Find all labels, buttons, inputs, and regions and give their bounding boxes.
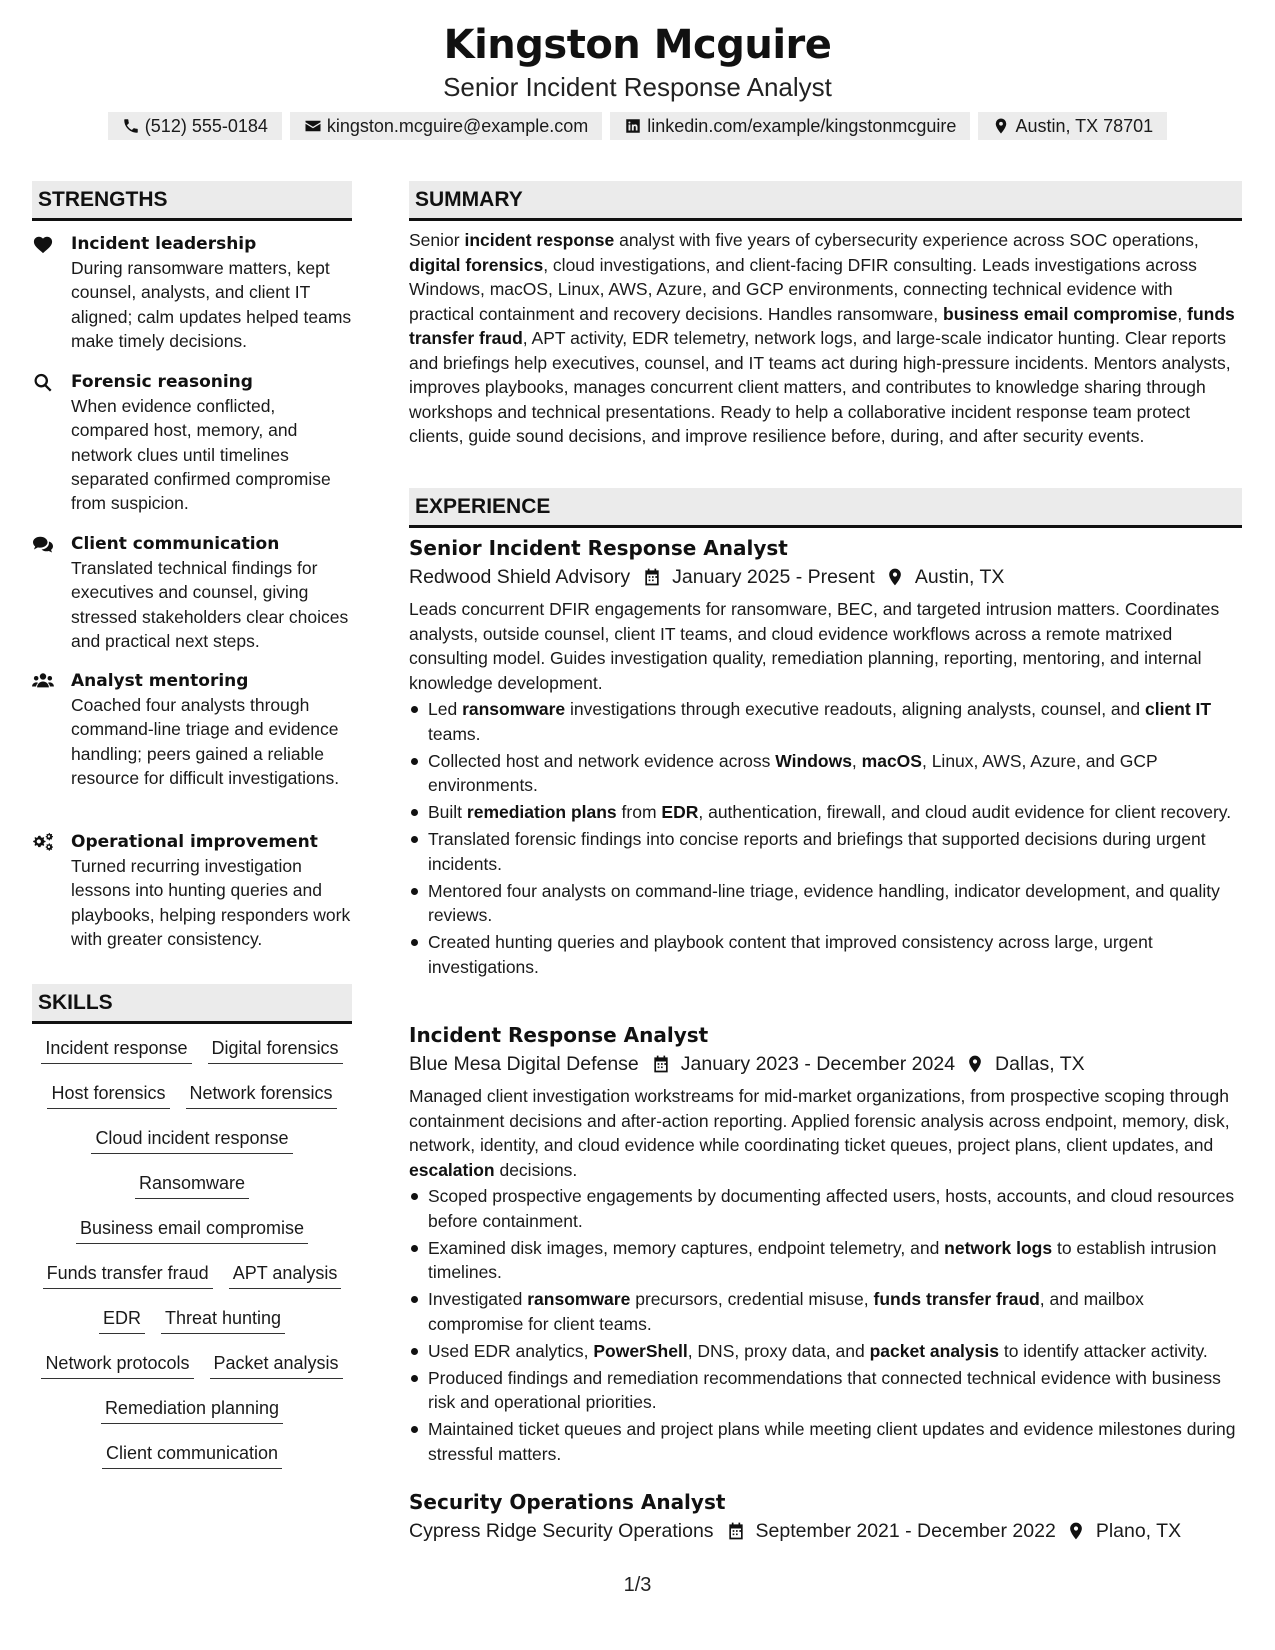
strength-description: Translated technical findings for executives and counsel, giving stressed stakeholders clear choices and practical next steps. bbox=[71, 558, 349, 651]
strength-item bbox=[32, 232, 352, 353]
contact-location bbox=[978, 112, 1167, 140]
bullet-item: Collected host and network evidence across Windows, macOS, Linux, AWS, Azure, and GCP environments. bbox=[409, 749, 1242, 798]
bullet-item: Mentored four analysts on command-line triage, evidence handling, indicator development, and quality reviews. bbox=[409, 879, 1242, 928]
job-dates: January 2025 - Present bbox=[672, 566, 875, 588]
summary-text: Senior incident response analyst with five years of cybersecurity experience across SOC operations, digital forensics, cloud investigations, and client-facing DFIR consulting. Leads investigations across Windows, macOS, Linux, AWS, Azure, and GCP environments, connecting technical evidence with practical containment and recovery decisions. Handles ransomware, business email compromise, funds transfer fraud, APT activity, EDR telemetry, network logs, and large-scale indicator hunting. Clear reports and briefings help executives, counsel, and IT teams act during high-pressure incidents. Mentors analysts, improves playbooks, manages concurrent client matters, and contributes to knowledge sharing through workshops and technical presentations. Ready to help a collaborative incident response team protect clients, guide sound decisions, and improve resilience before, during, and after security events. bbox=[409, 230, 1235, 446]
contact-bar bbox=[0, 112, 1275, 140]
envelope-icon bbox=[304, 117, 322, 135]
strengths-heading: STRENGTHS bbox=[32, 181, 352, 221]
strength-item bbox=[32, 669, 352, 790]
email-text: kingston.mcguire@example.com bbox=[326, 115, 589, 136]
bullet-item: Used EDR analytics, PowerShell, DNS, proxy data, and packet analysis to identify attacker activity. bbox=[409, 1339, 1242, 1364]
candidate-role: Senior Incident Response Analyst bbox=[443, 72, 832, 102]
job-title: Security Operations Analyst bbox=[409, 1490, 726, 1514]
skill-tag: Digital forensics bbox=[208, 1035, 343, 1064]
job-location: Austin, TX bbox=[914, 566, 1005, 588]
bullet-item: Investigated ransomware precursors, credential misuse, funds transfer fraud, and mailbox compromise for client teams. bbox=[409, 1287, 1242, 1336]
strength-item bbox=[32, 532, 352, 653]
linkedin-icon bbox=[624, 117, 642, 135]
job-location: Dallas, TX bbox=[995, 1053, 1085, 1075]
map-pin-icon bbox=[965, 1054, 985, 1074]
skill-tag: Packet analysis bbox=[210, 1350, 343, 1379]
experience-heading: EXPERIENCE bbox=[409, 488, 1242, 528]
job-title: Incident Response Analyst bbox=[409, 1023, 709, 1047]
bullet-item: Created hunting queries and playbook content that improved consistency across large, urgent investigations. bbox=[409, 930, 1242, 979]
calendar-icon bbox=[642, 567, 662, 587]
job-company: Redwood Shield Advisory bbox=[409, 566, 631, 588]
skills-list bbox=[32, 1035, 352, 1485]
skill-tag: Ransomware bbox=[135, 1170, 249, 1199]
strength-description: When evidence conflicted, compared host, memory, and network clues until timelines separated confirmed compromise from suspicion. bbox=[71, 396, 331, 514]
job-bullets bbox=[409, 1184, 1242, 1466]
job-location: Plano, TX bbox=[1095, 1520, 1182, 1542]
skill-tag: Remediation planning bbox=[101, 1395, 283, 1424]
phone-text: (512) 555-0184 bbox=[144, 115, 268, 136]
contact-phone[interactable] bbox=[108, 112, 282, 140]
bullet-item: Produced findings and remediation recommendations that connected technical evidence with business risk and operational priorities. bbox=[409, 1366, 1242, 1415]
location-text: Austin, TX 78701 bbox=[1015, 115, 1154, 136]
contact-email[interactable] bbox=[290, 112, 602, 140]
contact-linkedin[interactable] bbox=[610, 112, 970, 140]
skill-tag: APT analysis bbox=[229, 1260, 342, 1289]
job-company: Cypress Ridge Security Operations bbox=[409, 1520, 714, 1542]
skill-tag: Client communication bbox=[102, 1440, 282, 1469]
bullet-item: Scoped prospective engagements by documenting affected users, hosts, accounts, and cloud resources before containment. bbox=[409, 1184, 1242, 1233]
bullet-item: Led ransomware investigations through executive readouts, aligning analysts, counsel, and client IT teams. bbox=[409, 697, 1242, 746]
job-description: Managed client investigation workstreams for mid-market organizations, from prospective scoping through containment decisions and after-action reporting. Applied forensic analysis across endpoint, memory, disk, network, identity, and cloud evidence while coordinating ticket queues, project plans, client updates, and escalation decisions. bbox=[409, 1086, 1230, 1180]
strength-title: Forensic reasoning bbox=[71, 372, 253, 392]
calendar-icon bbox=[651, 1054, 671, 1074]
linkedin-text: linkedin.com/example/kingstonmcguire bbox=[647, 115, 957, 136]
job-dates: January 2023 - December 2024 bbox=[680, 1053, 956, 1075]
job-title: Senior Incident Response Analyst bbox=[409, 536, 788, 560]
job-meta bbox=[409, 1516, 1242, 1546]
search-icon bbox=[32, 372, 54, 392]
job-description: Leads concurrent DFIR engagements for ransomware, BEC, and targeted intrusion matters. Coordinates analysts, outside counsel, client IT teams, and cloud evidence workflows across a remote matrixed consulting model. Guides investigation quality, remediation planning, reporting, mentoring, and internal knowledge development. bbox=[409, 599, 1220, 693]
strength-title: Client communication bbox=[71, 534, 280, 554]
job-bullets bbox=[409, 697, 1242, 979]
skill-tag: Network protocols bbox=[41, 1350, 193, 1379]
summary-heading: SUMMARY bbox=[409, 181, 1242, 221]
job-meta bbox=[409, 562, 1242, 592]
skill-tag: Threat hunting bbox=[161, 1305, 285, 1334]
skill-tag: Cloud incident response bbox=[91, 1125, 292, 1154]
job-meta bbox=[409, 1049, 1242, 1079]
users-icon bbox=[32, 671, 54, 691]
strength-description: During ransomware matters, kept counsel, analysts, and client IT aligned; calm updates helped teams make timely decisions. bbox=[71, 258, 352, 351]
phone-icon bbox=[122, 117, 140, 135]
job-company: Blue Mesa Digital Defense bbox=[409, 1053, 639, 1075]
strength-title: Analyst mentoring bbox=[71, 671, 249, 691]
map-pin-icon bbox=[1066, 1521, 1086, 1541]
bullet-item: Maintained ticket queues and project plans while meeting client updates and evidence milestones during stressful matters. bbox=[409, 1417, 1242, 1466]
skill-tag: Funds transfer fraud bbox=[43, 1260, 213, 1289]
bullet-item: Translated forensic findings into concise reports and briefings that supported decisions during urgent incidents. bbox=[409, 827, 1242, 876]
heart-icon bbox=[32, 234, 54, 254]
skill-tag: EDR bbox=[99, 1305, 145, 1334]
skill-tag: Business email compromise bbox=[76, 1215, 308, 1244]
map-pin-icon bbox=[992, 117, 1010, 135]
skill-tag: Network forensics bbox=[186, 1080, 337, 1109]
gears-icon bbox=[32, 832, 54, 852]
skills-heading: SKILLS bbox=[32, 984, 352, 1024]
skill-tag: Host forensics bbox=[47, 1080, 169, 1109]
skill-tag: Incident response bbox=[41, 1035, 191, 1064]
strength-description: Turned recurring investigation lessons into hunting queries and playbooks, helping responders work with greater consistency. bbox=[71, 856, 351, 949]
strength-description: Coached four analysts through command-line triage and evidence handling; peers gained a reliable resource for difficult investigations. bbox=[71, 695, 340, 788]
job-entry bbox=[409, 534, 1242, 982]
job-entry bbox=[409, 1021, 1242, 1469]
bullet-item: Examined disk images, memory captures, endpoint telemetry, and network logs to establish intrusion timelines. bbox=[409, 1236, 1242, 1285]
map-pin-icon bbox=[885, 567, 905, 587]
comments-icon bbox=[32, 534, 54, 554]
job-entry bbox=[409, 1488, 1242, 1546]
strength-title: Incident leadership bbox=[71, 234, 257, 254]
strength-item bbox=[32, 830, 352, 951]
strength-title: Operational improvement bbox=[71, 832, 318, 852]
strength-item bbox=[32, 370, 352, 515]
candidate-name: Kingston Mcguire bbox=[443, 22, 832, 68]
calendar-icon bbox=[726, 1521, 746, 1541]
bullet-item: Built remediation plans from EDR, authentication, firewall, and cloud audit evidence for client recovery. bbox=[409, 800, 1242, 825]
job-dates: September 2021 - December 2022 bbox=[755, 1520, 1056, 1542]
page-number: 1/3 bbox=[623, 1574, 652, 1596]
